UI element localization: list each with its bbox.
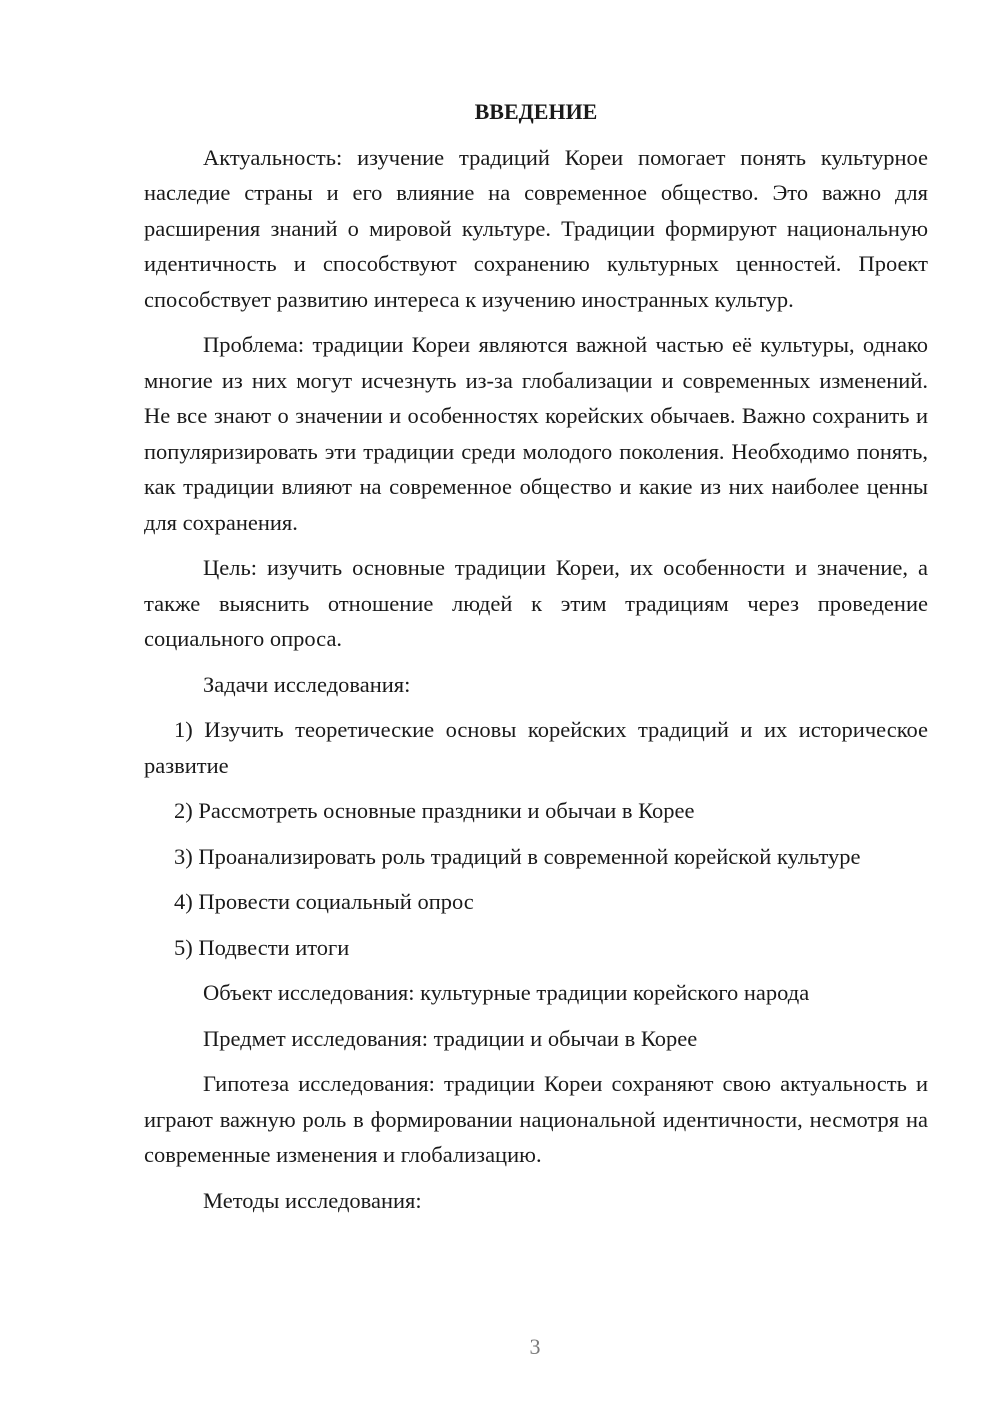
hypothesis-paragraph: Гипотеза исследования: традиции Кореи сохраняют свою актуальность и играют важную роль в формировании национальной идентичности, несмотря на современные изменения и глобализацию. bbox=[144, 1071, 928, 1167]
section-title: ВВЕДЕНИЕ bbox=[474, 99, 598, 124]
goal-paragraph: Цель: изучить основные традиции Кореи, их особенности и значение, а также выяснить отношение людей к этим традициям через проведение социального опроса. bbox=[144, 555, 928, 651]
problem-paragraph: Проблема: традиции Кореи являются важной частью её культуры, однако многие из них могут исчезнуть из-за глобализации и современных изменений. Не все знают о значении и особенностях корейских обычаев. Важно сохранить и популяризировать эти традиции среди молодого поколения. Необходимо понять, как традиции влияют на современное общество и какие из них наиболее ценны для сохранения. bbox=[144, 332, 928, 535]
methods-heading: Методы исследования: bbox=[203, 1187, 422, 1213]
object-paragraph: Объект исследования: культурные традиции корейского народа bbox=[203, 980, 810, 1005]
relevance-paragraph: Актуальность: изучение традиций Кореи помогает понять культурное наследие страны и его влияние на современное общество. Это важно для расширения знаний о мировой культуре. Традиции формируют национальную идентичность и способствуют сохранению культурных ценностей. Проект способствует развитию интереса к изучению иностранных культур. bbox=[144, 144, 928, 312]
task-item-5: 5) Подвести итоги bbox=[174, 934, 350, 960]
tasks-heading: Задачи исследования: bbox=[203, 671, 411, 697]
task-item-3: 3) Проанализировать роль традиций в современной корейской культуре bbox=[174, 843, 861, 869]
document-page bbox=[144, 94, 928, 1228]
page-number: 3 bbox=[529, 1334, 541, 1359]
task-item-1: 1) Изучить теоретические основы корейских традиций и их историческое развитие bbox=[144, 717, 928, 778]
task-item-4: 4) Провести социальный опрос bbox=[174, 889, 474, 914]
task-item-2: 2) Рассмотреть основные праздники и обычаи в Корее bbox=[174, 798, 695, 823]
subject-paragraph: Предмет исследования: традиции и обычаи в Корее bbox=[203, 1025, 698, 1051]
